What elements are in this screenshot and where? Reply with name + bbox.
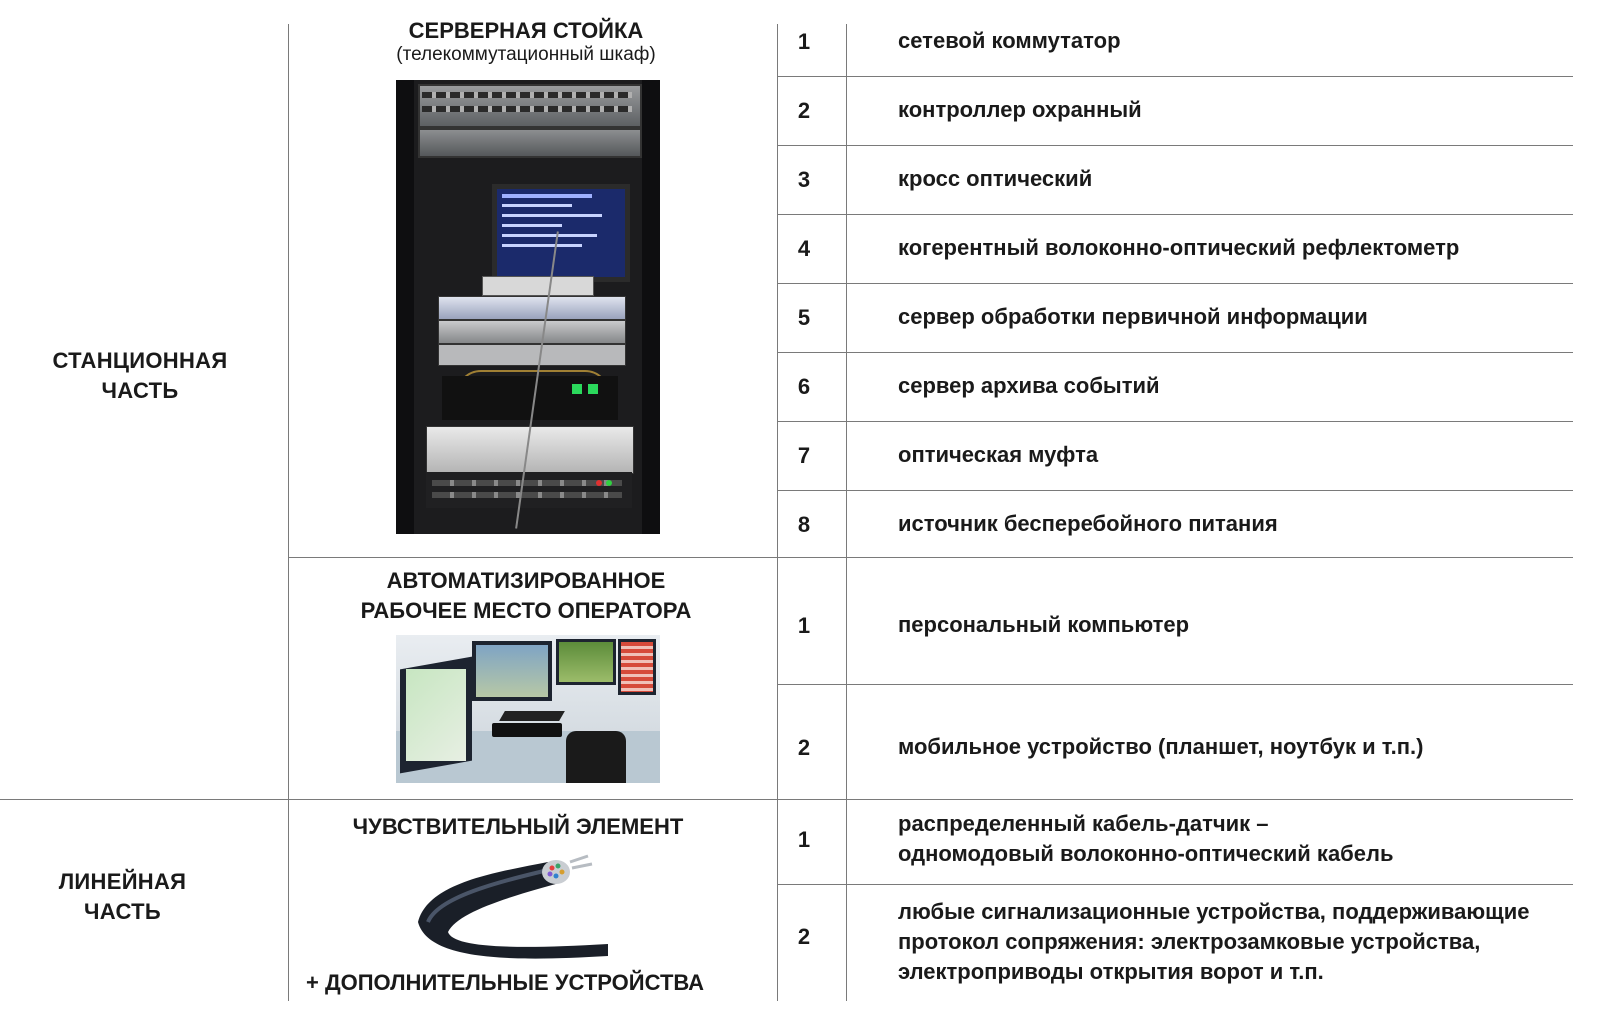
rack-item-text: когерентный волоконно-оптический рефлектометр bbox=[898, 235, 1460, 260]
operator-workstation-photo bbox=[396, 635, 660, 783]
additional-devices-label: + ДОПОЛНИТЕЛЬНЫЕ УСТРОЙСТВА bbox=[306, 970, 705, 995]
row-separator bbox=[777, 283, 1573, 284]
section-separator-linear bbox=[0, 799, 1573, 800]
rack-item-number: 3 bbox=[797, 167, 811, 192]
workstation-item-number: 1 bbox=[797, 613, 811, 638]
workstation-item-text: мобильное устройство (планшет, ноутбук и т.п.) bbox=[898, 734, 1424, 759]
row-separator bbox=[777, 145, 1573, 146]
sensor-item-text: распределенный кабель-датчик – одномодовый волоконно-оптический кабель bbox=[898, 811, 1394, 866]
rack-item-number: 1 bbox=[797, 29, 811, 54]
row-separator bbox=[777, 490, 1573, 491]
rack-item-number: 8 bbox=[797, 512, 811, 537]
rack-item-number: 2 bbox=[797, 98, 811, 123]
divider-number-column-right bbox=[846, 24, 847, 1001]
fiber-optic-cable-illustration bbox=[388, 852, 648, 962]
row-separator bbox=[777, 421, 1573, 422]
rack-item-text: сервер архива событий bbox=[898, 373, 1160, 398]
sensor-title: ЧУВСТВИТЕЛЬНЫЙ ЭЛЕМЕНТ bbox=[352, 814, 684, 839]
row-separator bbox=[777, 684, 1573, 685]
rack-item-text: сервер обработки первичной информации bbox=[898, 304, 1368, 329]
rack-title: СЕРВЕРНАЯ СТОЙКА bbox=[408, 18, 644, 43]
workstation-item-number: 2 bbox=[797, 735, 811, 760]
station-part-label: СТАНЦИОННАЯ ЧАСТЬ bbox=[52, 348, 228, 403]
rack-item-text: кросс оптический bbox=[898, 166, 1093, 191]
row-separator bbox=[777, 76, 1573, 77]
divider-left-column bbox=[288, 24, 289, 1001]
sensor-item-number: 1 bbox=[797, 827, 811, 852]
sensor-item-number: 2 bbox=[797, 924, 811, 949]
row-separator bbox=[777, 214, 1573, 215]
rack-item-number: 6 bbox=[797, 374, 811, 399]
row-separator bbox=[777, 884, 1573, 885]
rack-item-text: контроллер охранный bbox=[898, 97, 1142, 122]
sensor-item-text: любые сигнализационные устройства, поддерживающие протокол сопряжения: электрозамковые устройства, электроприводы открытия ворот и т.п. bbox=[898, 899, 1530, 984]
rack-item-number: 5 bbox=[797, 305, 811, 330]
rack-item-text: оптическая муфта bbox=[898, 442, 1099, 467]
rack-item-number: 4 bbox=[797, 236, 811, 261]
row-separator bbox=[777, 352, 1573, 353]
workstation-item-text: персональный компьютер bbox=[898, 612, 1190, 637]
rack-item-text: источник бесперебойного питания bbox=[898, 511, 1278, 536]
linear-part-label: ЛИНЕЙНАЯ ЧАСТЬ bbox=[58, 869, 187, 924]
workstation-title: АВТОМАТИЗИРОВАННОЕ РАБОЧЕЕ МЕСТО ОПЕРАТОРА bbox=[360, 568, 692, 623]
rack-subtitle: (телекоммутационный шкаф) bbox=[396, 44, 656, 65]
rack-item-text: сетевой коммутатор bbox=[898, 28, 1121, 53]
section-separator-rack bbox=[288, 557, 1573, 558]
rack-item-number: 7 bbox=[797, 443, 811, 468]
server-rack-photo bbox=[396, 80, 660, 534]
